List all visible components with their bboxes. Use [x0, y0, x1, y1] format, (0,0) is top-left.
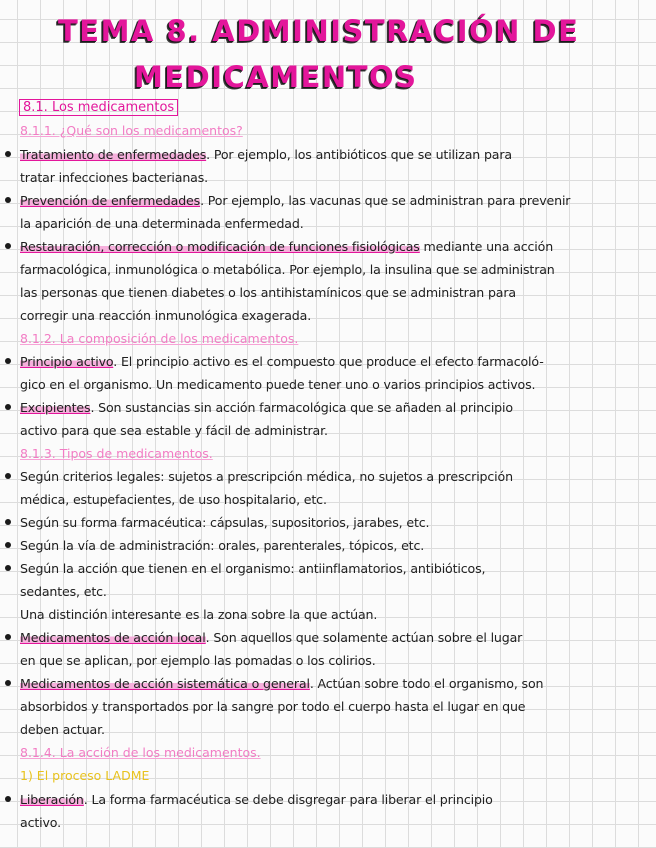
- item-treatment: [20, 147, 512, 162]
- term-excipients: Excipientes: [20, 400, 91, 415]
- bullet-icon: [5, 680, 11, 686]
- item-legal-criteria: Según criterios legales: sujetos a prescripción médica, no sujetos a prescripción: [20, 469, 513, 484]
- item-text: . El principio activo es el compuesto que produce el efecto farmacoló-: [113, 354, 544, 369]
- bullet-icon: [5, 565, 11, 571]
- bullet-icon: [5, 197, 11, 203]
- item-local-action-cont: en que se aplican, por ejemplo las pomadas o los colirios.: [20, 653, 376, 668]
- bullet-icon: [5, 473, 11, 479]
- item-text: . Son sustancias sin acción farmacológica que se añaden al principio: [90, 400, 513, 415]
- item-systemic-action: [20, 676, 543, 691]
- item-systemic-action-cont-2: deben actuar.: [20, 722, 105, 737]
- item-text: . Por ejemplo, los antibióticos que se utilizan para: [206, 147, 512, 162]
- item-excipients-cont: activo para que sea estable y fácil de administrar.: [20, 423, 328, 438]
- item-text: . Por ejemplo, las vacunas que se administran para prevenir: [200, 193, 571, 208]
- item-restoration: [20, 239, 553, 254]
- term-restoration: Restauración, corrección o modificación de funciones fisiológicas: [20, 239, 420, 254]
- bullet-icon: [5, 151, 11, 157]
- item-liberation-cont: activo.: [20, 815, 61, 830]
- item-text: . Actúan sobre todo el organismo, son: [309, 676, 544, 691]
- item-restoration-cont-3: corregir una reacción inmunológica exagerada.: [20, 308, 312, 323]
- term-active-ingredient: Principio activo: [20, 354, 114, 369]
- item-treatment-cont: tratar infecciones bacterianas.: [20, 170, 209, 185]
- bullet-icon: [5, 358, 11, 364]
- plain-note: Una distinción interesante es la zona sobre la que actúan.: [20, 607, 378, 622]
- section-8-1-4-heading: 8.1.4. La acción de los medicamentos.: [20, 745, 261, 760]
- item-prevention: [20, 193, 570, 208]
- item-text: . Son aquellos que solamente actúan sobre el lugar: [205, 630, 523, 645]
- page-title-line-2: MEDICAMENTOS: [134, 60, 418, 94]
- bullet-icon: [5, 243, 11, 249]
- bullet-icon: [5, 634, 11, 640]
- section-8-1-3-heading: 8.1.3. Tipos de medicamentos.: [20, 446, 213, 461]
- section-8-1-heading: 8.1. Los medicamentos: [19, 99, 178, 116]
- item-local-action: [20, 630, 522, 645]
- item-text: . La forma farmacéutica se debe disgregar para liberar el principio: [83, 792, 493, 807]
- item-liberation: [20, 792, 493, 807]
- bullet-icon: [5, 519, 11, 525]
- item-pharma-form: Según su forma farmacéutica: cápsulas, supositorios, jarabes, etc.: [20, 515, 430, 530]
- item-active-ingredient: [20, 354, 544, 369]
- term-prevention: Prevención de enfermedades: [20, 193, 201, 208]
- item-legal-criteria-cont: médica, estupefacientes, de uso hospitalario, etc.: [20, 492, 327, 507]
- item-prevention-cont: la aparición de una determinada enfermedad.: [20, 216, 304, 231]
- term-liberation: Liberación: [20, 792, 84, 807]
- section-8-1-2-heading: 8.1.2. La composición de los medicamentos.: [20, 331, 299, 346]
- term-systemic-action: Medicamentos de acción sistemática o general: [20, 676, 310, 691]
- item-restoration-cont-2: las personas que tienen diabetes o los antihistamínicos que se administran para: [20, 285, 516, 300]
- bullet-icon: [5, 404, 11, 410]
- item-admin-route: Según la vía de administración: orales, parenterales, tópicos, etc.: [20, 538, 425, 553]
- term-treatment: Tratamiento de enfermedades: [20, 147, 207, 162]
- ladme-heading: 1) El proceso LADME: [20, 768, 150, 783]
- item-action-type-cont: sedantes, etc.: [20, 584, 107, 599]
- section-8-1-1-heading: 8.1.1. ¿Qué son los medicamentos?: [20, 123, 243, 138]
- item-action-type: Según la acción que tienen en el organismo: antiinflamatorios, antibióticos,: [20, 561, 486, 576]
- item-systemic-action-cont-1: absorbidos y transportados por la sangre por todo el cuerpo hasta el lugar en que: [20, 699, 526, 714]
- term-local-action: Medicamentos de acción local: [20, 630, 206, 645]
- item-excipients: [20, 400, 513, 415]
- item-restoration-cont-1: farmacológica, inmunológica o metabólica. Por ejemplo, la insulina que se administran: [20, 262, 555, 277]
- bullet-icon: [5, 796, 11, 802]
- item-active-ingredient-cont: gico en el organismo. Un medicamento puede tener uno o varios principios activos.: [20, 377, 536, 392]
- item-text: mediante una acción: [419, 239, 554, 254]
- page-title-line-1: TEMA 8. ADMINISTRACIÓN DE: [58, 14, 580, 48]
- bullet-icon: [5, 542, 11, 548]
